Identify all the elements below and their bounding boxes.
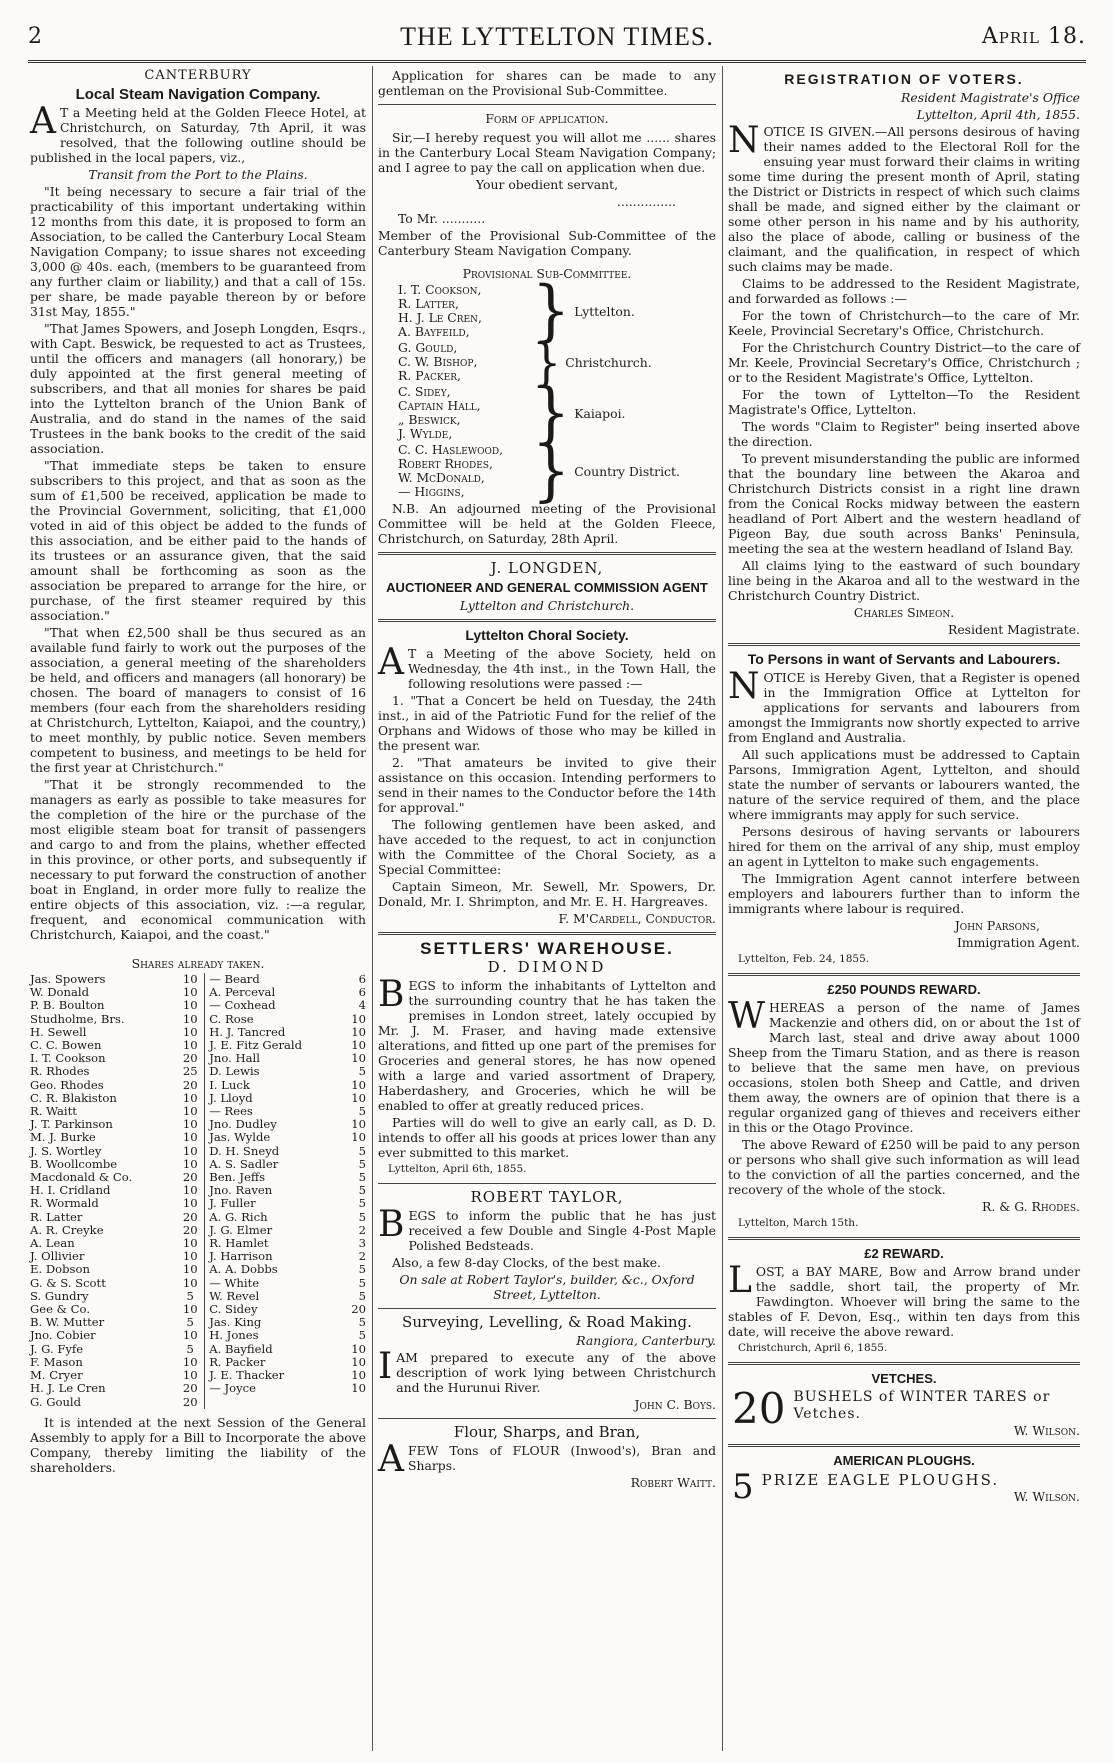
ad-date: Lyttelton, March 15th. bbox=[738, 1217, 859, 1229]
column-2 bbox=[378, 68, 716, 1492]
table-row bbox=[30, 1079, 366, 1092]
shareholder-name: H. J. Le Cren bbox=[30, 1381, 106, 1396]
separator bbox=[378, 104, 716, 105]
share-count: 10 bbox=[182, 1249, 198, 1264]
drop-cap: A bbox=[378, 1439, 404, 1480]
committee-member: — Higgins, bbox=[398, 484, 465, 499]
shareholder-name: Studholme, Brs. bbox=[30, 1011, 125, 1026]
share-count: 10 bbox=[182, 1156, 198, 1171]
share-count: 5 bbox=[358, 1275, 366, 1290]
share-count: 10 bbox=[182, 1143, 198, 1158]
table-row bbox=[30, 1329, 366, 1342]
shareholder-name: Jno. Hall bbox=[205, 1052, 344, 1065]
signature: John Parsons, bbox=[954, 918, 1040, 933]
share-count: 10 bbox=[182, 1038, 198, 1053]
share-count: 5 bbox=[358, 1183, 366, 1198]
shareholder-name: — Beard bbox=[205, 973, 344, 986]
signature: John C. Boys. bbox=[634, 1397, 716, 1412]
separator bbox=[378, 1183, 716, 1184]
signature: Immigration Agent. bbox=[956, 935, 1080, 950]
shareholder-name: C. R. Blakiston bbox=[30, 1090, 117, 1105]
paragraph: 1. "That a Concert be held on Tuesday, the 24th inst., in aid of the Patriotic Fund for the relief of the Orphans and Widows of those who may be killed in the present war. bbox=[378, 693, 716, 753]
ad-subtitle: AUCTIONEER AND GENERAL COMMISSION AGENT bbox=[386, 580, 708, 595]
ad-place: Lyttelton and Christchurch. bbox=[459, 598, 635, 613]
paragraph: "That it be strongly recommended to the managers as early as possible to take measures for the completion of the hire or the purchase of the most eligible steam boat for transit of passengers and cargo to and from the plains, whether effected in this province, or other ports, and subsequently if necessary to put forward the construction of another boat in England, in order more fully to realize the entire objects of this association, viz. :—a regular, frequent, and economical communication with Christchurch, Kaiapoi, and the coast." bbox=[30, 777, 366, 942]
share-count: 10 bbox=[182, 985, 198, 1000]
shareholder-name: J. S. Wortley bbox=[30, 1143, 102, 1158]
article-overtitle: CANTERBURY bbox=[144, 68, 252, 83]
separator bbox=[728, 1362, 1080, 1365]
signature: R. & G. Rhodes. bbox=[982, 1199, 1080, 1214]
committee-place: Country District. bbox=[574, 463, 680, 479]
paragraph: "That when £2,500 shall be thus secured as an available fund fairly to work out the purposes of the association, a general meeting of the shareholders be held, and officers and managers (all honorary) be chosen. The board of managers to consist of 16 members (four each from the shareholders residing at Christchurch, Lyttelton, Kaiapoi, and the country,) to meet monthly, by public notice. Seven members competent to business, and meetings to be held for the first year at Christchurch." bbox=[30, 625, 366, 775]
ad-subtitle: D. DIMOND bbox=[487, 958, 607, 976]
page-number: 2 bbox=[28, 24, 42, 49]
share-count: 20 bbox=[182, 1051, 198, 1066]
ad-place: Rangiora, Canterbury. bbox=[576, 1333, 716, 1348]
shareholder-name: A. Bayfield bbox=[205, 1343, 344, 1356]
ad-date: Lyttelton, Feb. 24, 1855. bbox=[738, 953, 870, 965]
shareholder-name: G. Gould bbox=[30, 1394, 82, 1409]
ad-number: 5 bbox=[732, 1471, 754, 1504]
paragraph: On sale at Robert Taylor's, builder, &c., Oxford Street, Lyttelton. bbox=[399, 1272, 695, 1302]
drop-cap: N bbox=[728, 666, 760, 707]
table-row bbox=[30, 1211, 366, 1224]
shareholder-name: C. Rose bbox=[205, 1013, 344, 1026]
brace: } bbox=[532, 272, 571, 350]
shareholder-name: A. S. Sadler bbox=[205, 1158, 344, 1171]
share-count: 25 bbox=[182, 1064, 198, 1079]
shareholder-name: Jas. Wylde bbox=[205, 1131, 344, 1144]
paragraph: WHEREAS a person of the name of James Mackenzie and others did, on or about the 1st of March last, steal and drive away about 1000 Sheep from the Timaru Station, and as there is reason to believe that the same men have, on previous occasions, stolen both Sheep and Cattle, and driven them away, the owners are of opinion that there is a regular organized gang of thieves and receivers either in this or the Otago Province. bbox=[728, 996, 1080, 1135]
drop-cap: W bbox=[728, 996, 766, 1037]
separator bbox=[378, 619, 716, 622]
separator bbox=[378, 1308, 716, 1309]
shareholder-name: P. B. Boulton bbox=[30, 998, 105, 1013]
share-count: 10 bbox=[351, 1354, 366, 1369]
shareholder-name: — Joyce bbox=[205, 1382, 344, 1395]
drop-cap: N bbox=[728, 120, 760, 161]
share-count: 10 bbox=[182, 1302, 198, 1317]
paragraph: Persons desirous of having servants or labourers hired for them on the arrival of any ship, must employ an agent in Lyttelton to make such engagements. bbox=[728, 824, 1080, 869]
share-count: 20 bbox=[182, 1170, 198, 1185]
share-count: 5 bbox=[186, 1288, 194, 1303]
shareholder-name: J. G. Elmer bbox=[205, 1224, 344, 1237]
shareholder-name: B. Woollcombe bbox=[30, 1156, 118, 1171]
paragraph: Parties will do well to give an early call, as D. D. intends to offer all his goods at prices lower than any ever submitted to this market. bbox=[378, 1115, 716, 1160]
shareholder-name: H. Jones bbox=[205, 1329, 344, 1342]
separator bbox=[378, 552, 716, 555]
ad-text: BUSHELS of WINTER TARES or Vetches. bbox=[793, 1389, 1051, 1422]
table-row bbox=[30, 1396, 366, 1409]
ad-title: VETCHES. bbox=[871, 1371, 937, 1386]
shareholder-name: J. T. Parkinson bbox=[30, 1117, 113, 1132]
share-count: 10 bbox=[351, 1130, 366, 1145]
share-count: 10 bbox=[182, 998, 198, 1013]
shareholder-name: A. R. Creyke bbox=[30, 1222, 104, 1237]
table-row bbox=[30, 1065, 366, 1078]
share-count: 20 bbox=[182, 1222, 198, 1237]
shareholder-name: R. Wormald bbox=[30, 1196, 99, 1211]
shareholder-name: Macdonald & Co. bbox=[30, 1170, 133, 1185]
ad-title: Lyttelton Choral Society. bbox=[465, 627, 629, 643]
committee-member: H. J. Le Cren, bbox=[398, 310, 482, 325]
form-to: To Mr. ........... bbox=[398, 211, 486, 226]
subheading: Transit from the Port to the Plains. bbox=[88, 167, 308, 182]
table-row bbox=[30, 1197, 366, 1210]
shareholder-name: Jno. Raven bbox=[205, 1184, 344, 1197]
ad-title: J. LONGDEN, bbox=[490, 559, 604, 577]
issue-date: April 18. bbox=[981, 24, 1086, 49]
committee-names bbox=[398, 443, 528, 499]
shareholder-name: Jas. King bbox=[205, 1316, 344, 1329]
share-count: 10 bbox=[351, 1011, 366, 1026]
paragraph: Captain Simeon, Mr. Sewell, Mr. Spowers, Dr. Donald, Mr. I. Shrimpton, and Mr. E. H. Hargreaves. bbox=[378, 879, 716, 909]
shareholder-name: J. E. Thacker bbox=[205, 1369, 344, 1382]
committee-title: Provisional Sub-Committee. bbox=[462, 266, 632, 281]
drop-cap: B bbox=[378, 974, 405, 1015]
share-count: 20 bbox=[182, 1077, 198, 1092]
brace: } bbox=[532, 332, 562, 392]
masthead-rule bbox=[28, 60, 1086, 63]
share-count: 10 bbox=[182, 1275, 198, 1290]
separator bbox=[378, 932, 716, 935]
share-count: 5 bbox=[186, 1315, 194, 1330]
paragraph: NOTICE IS GIVEN.—All persons desirous of having their names added to the Electoral Roll for the ensuing year must forward their claims in writing some time during the present month of April, stating the District or Districts in respect of which such claims shall be made, and signed either by the claimant or some other person in his name and by his authority, also the place of abode, calling or business of the claimant, and the qualification, in respect of which such claims may be made. bbox=[728, 120, 1080, 274]
shareholder-name: Geo. Rhodes bbox=[30, 1077, 104, 1092]
share-count: 5 bbox=[358, 1209, 366, 1224]
shareholder-name: B. W. Mutter bbox=[30, 1315, 105, 1330]
shareholder-name: Gee & Co. bbox=[30, 1302, 91, 1317]
share-count: 10 bbox=[351, 1024, 366, 1039]
share-count: 5 bbox=[358, 1262, 366, 1277]
share-count: 10 bbox=[182, 1262, 198, 1277]
paragraph: The Immigration Agent cannot interfere between employers and labourers further than to inform the immigrants where labour is required. bbox=[728, 871, 1080, 916]
share-count: 10 bbox=[182, 1196, 198, 1211]
share-count: 5 bbox=[358, 1156, 366, 1171]
paragraph: A T a Meeting held at the Golden Fleece Hotel, at Christchurch, on Saturday, 7th April, it was resolved, that the following outline should be published in the local papers, viz., bbox=[30, 101, 366, 165]
paragraph: Member of the Provisional Sub-Committee of the Canterbury Steam Navigation Company. bbox=[378, 228, 716, 258]
committee-place: Lyttelton. bbox=[574, 303, 635, 319]
column-1 bbox=[30, 68, 366, 1477]
shareholder-name: J. Ollivier bbox=[30, 1249, 85, 1264]
ad-date: Christchurch, April 6, 1855. bbox=[738, 1342, 888, 1354]
ad-title: REGISTRATION OF VOTERS. bbox=[784, 71, 1024, 87]
share-count: 10 bbox=[351, 1341, 366, 1356]
share-count: 10 bbox=[182, 1368, 198, 1383]
committee-names bbox=[398, 385, 528, 441]
share-count: 3 bbox=[358, 1236, 366, 1251]
committee-place: Kaiapoi. bbox=[574, 405, 626, 421]
shareholder-name: R. Packer bbox=[205, 1356, 344, 1369]
separator bbox=[728, 643, 1080, 646]
paragraph: NOTICE is Hereby Given, that a Register is opened in the Immigration Office at Lyttelton for applications for servants and labourers from amongst the Immigrants now shortly expected to arrive from England and Australia. bbox=[728, 666, 1080, 745]
paragraph: "That immediate steps be taken to ensure subscribers to this project, and that as soon as the sum of £1,500 be received, application be made to the Provincial Government, soliciting, that £1,000 voted in aid of this object be added to the funds of this association, and be either paid to the hands of its trustees or an assurance given, that the said amount shall be forthcoming as soon as the association be prepared to arrange for the hire, or purchase, of the first steamer required by this association." bbox=[30, 458, 366, 623]
table-row bbox=[30, 1092, 366, 1105]
ad-title: Flour, Sharps, and Bran, bbox=[453, 1423, 641, 1441]
paragraph: The words "Claim to Register" being inserted above the direction. bbox=[728, 419, 1080, 449]
paragraph: IAM prepared to execute any of the above description of work lying between Christchurch and the Hurunui River. bbox=[378, 1346, 716, 1395]
paragraph: 2. "That amateurs be invited to give their assistance on this occasion. Intending performers to send in their names to the Conductor before the 14th for approval." bbox=[378, 755, 716, 815]
paragraph: To prevent misunderstanding the public are informed that the boundary line between the Akaroa and Christchurch Districts consist in a right line drawn from the Conical Rocks midway between the eastern headland of Port Albert and the western headland of Pigeon Bay, due south across Banks' Peninsula, meeting the sea at the western headland of Island Bay. bbox=[728, 451, 1080, 556]
shareholder-name: Jno. Dudley bbox=[205, 1118, 344, 1131]
signature: W. Wilson. bbox=[1013, 1423, 1080, 1438]
drop-cap: A bbox=[30, 101, 56, 142]
separator bbox=[728, 973, 1080, 976]
ad-date: Lyttelton, April 4th, 1855. bbox=[916, 107, 1080, 122]
share-count: 4 bbox=[358, 998, 366, 1013]
share-count: 2 bbox=[358, 1249, 366, 1264]
shareholder-name: J. G. Fyfe bbox=[30, 1341, 84, 1356]
ad-title: Surveying, Levelling, & Road Making. bbox=[402, 1313, 692, 1331]
shareholder-name: R. Rhodes bbox=[30, 1064, 90, 1079]
committee-names bbox=[398, 283, 528, 339]
share-count: 5 bbox=[358, 1315, 366, 1330]
committee-member: Captain Hall, bbox=[398, 398, 481, 413]
share-count: 5 bbox=[358, 1064, 366, 1079]
brace: } bbox=[532, 432, 571, 510]
drop-cap: L bbox=[728, 1260, 752, 1301]
share-count: 20 bbox=[182, 1209, 198, 1224]
shareholder-name: G. & S. Scott bbox=[30, 1275, 106, 1290]
shareholder-name: A. Perceval bbox=[205, 986, 344, 999]
ad-number: 20 bbox=[732, 1389, 786, 1433]
shareholder-name: W. Donald bbox=[30, 985, 90, 1000]
committee-member: G. Gould, bbox=[398, 340, 458, 355]
shareholder-name: E. Dobson bbox=[30, 1262, 90, 1277]
committee-member: C. C. Haslewood, bbox=[398, 442, 504, 457]
share-count: 5 bbox=[358, 1288, 366, 1303]
share-count: 10 bbox=[351, 1038, 366, 1053]
paragraph: All such applications must be addressed to Captain Parsons, Immigration Agent, Lyttelton, and should state the number of servants or labourers wanted, the nature of the service required of them, and the place where immigrants may apply for such service. bbox=[728, 747, 1080, 822]
paragraph: For the town of Christchurch—to the care of Mr. Keele, Provincial Secretary's Office, Christchurch. bbox=[728, 308, 1080, 338]
shareholder-name: I. Luck bbox=[205, 1079, 344, 1092]
share-count: 10 bbox=[182, 1236, 198, 1251]
shareholder-name: — Rees bbox=[205, 1105, 344, 1118]
masthead bbox=[28, 18, 1086, 60]
share-count: 5 bbox=[358, 1170, 366, 1185]
share-count: 5 bbox=[186, 1341, 194, 1356]
shareholder-name: Ben. Jeffs bbox=[205, 1171, 344, 1184]
paragraph: Sir,—I hereby request you will allot me ...... shares in the Canterbury Local Steam Navigation Company; and I agree to pay the call on application when due. bbox=[378, 130, 716, 175]
committee-member: „ Beswick, bbox=[398, 412, 461, 427]
table-row bbox=[30, 1382, 366, 1395]
paragraph: "That James Spowers, and Joseph Longden, Esqrs., with Capt. Beswick, be requested to act as Trustees, until the officers and managers (all honorary,) be duly appointed at the first general meeting of subscribers, and that all monies for shares be paid into the Lyttelton branch of the Union Bank of Australia, and do stand in the names of the said Trustees in the bank books to the credit of the said association. bbox=[30, 321, 366, 456]
ad-date: Lyttelton, April 6th, 1855. bbox=[388, 1163, 527, 1175]
form-sign: Your obedient servant, bbox=[475, 177, 619, 192]
paragraph: For the Christchurch Country District—to the care of Mr. Keele, Provincial Secretary's Office, Christchurch ; or to the Resident Magistrate's Office, Lyttelton. bbox=[728, 340, 1080, 385]
drop-cap: B bbox=[378, 1204, 405, 1245]
committee-member: C. W. Bishop, bbox=[398, 354, 478, 369]
shareholder-name: H. J. Tancred bbox=[205, 1026, 344, 1039]
paragraph: The above Reward of £250 will be paid to any person or persons who shall give such information as will lead to the conviction of all the parties concerned, and the recovery of the whole of the stock. bbox=[728, 1137, 1080, 1197]
shareholder-name: A. G. Rich bbox=[205, 1211, 344, 1224]
shareholder-name: Jas. Spowers bbox=[30, 972, 106, 986]
column-3 bbox=[728, 68, 1080, 1504]
share-count: 10 bbox=[182, 1090, 198, 1105]
committee-member: R. Packer, bbox=[398, 368, 461, 383]
share-count: 20 bbox=[351, 1302, 366, 1317]
paragraph: LOST, a BAY MARE, Bow and Arrow brand under the saddle, short tail, the property of Mr. Fawdington. Whoever will bring the same to the stables of F. Devon, Esq., within ten days from this date, will receive the above reward. bbox=[728, 1260, 1080, 1339]
form-title: Form of application. bbox=[485, 111, 609, 126]
shareholder-name: A. A. Dobbs bbox=[205, 1263, 344, 1276]
shareholder-name: S. Gundry bbox=[30, 1288, 89, 1303]
shareholder-name: — Coxhead bbox=[205, 999, 344, 1012]
committee-place: Christchurch. bbox=[565, 354, 652, 370]
shareholder-name: R. Hamlet bbox=[205, 1237, 344, 1250]
committee-member: I. T. Cookson, bbox=[398, 282, 482, 297]
paragraph: AFEW Tons of FLOUR (Inwood's), Bran and Sharps. bbox=[378, 1439, 716, 1480]
newspaper-title: THE LYTTELTON TIMES. bbox=[400, 22, 714, 51]
shareholder-name: M. J. Burke bbox=[30, 1130, 96, 1145]
share-count: 10 bbox=[351, 1381, 366, 1396]
share-count: 10 bbox=[351, 1368, 366, 1383]
separator bbox=[378, 1418, 716, 1419]
share-count: 10 bbox=[182, 1354, 198, 1369]
share-count: 10 bbox=[182, 1024, 198, 1039]
share-count: 10 bbox=[182, 1183, 198, 1198]
shareholder-name bbox=[205, 1396, 344, 1409]
shares-title: Shares already taken. bbox=[131, 956, 265, 971]
ad-title: SETTLERS' WAREHOUSE. bbox=[420, 939, 674, 958]
paragraph: Application for shares can be made to any gentleman on the Provisional Sub-Committee. bbox=[378, 68, 716, 98]
column-divider bbox=[722, 66, 723, 1751]
ad-title: AMERICAN PLOUGHS. bbox=[833, 1453, 975, 1468]
paragraph: A T a Meeting of the above Society, held on Wednesday, the 4th inst., in the Town Hall, the following resolutions were passed :— bbox=[378, 642, 716, 691]
committee-member: W. McDonald, bbox=[398, 470, 485, 485]
paragraph: N.B. An adjourned meeting of the Provisional Committee will be held at the Golden Fleece, Christchurch, on Saturday, 28th April. bbox=[378, 501, 716, 546]
paragraph: BEGS to inform the inhabitants of Lyttelton and the surrounding country that he has taken the premises in London street, lately occupied by Mr. J. M. Fraser, and having made extensive alterations, and fitted up one part of the premises for Groceries and general stores, he has now opened with a large and varied assortment of Drapery, Haberdashery, and Groceries, which he will be enabled to offer at greatly reduced prices. bbox=[378, 974, 716, 1113]
committee-member: A. Bayfeild, bbox=[398, 324, 470, 339]
shareholder-name: A. Lean bbox=[30, 1236, 75, 1251]
table-row bbox=[30, 1277, 366, 1290]
shareholder-name: D. H. Sneyd bbox=[205, 1145, 344, 1158]
shareholder-name: C. C. Bowen bbox=[30, 1038, 102, 1053]
table-row bbox=[30, 999, 366, 1012]
shareholder-name: J. Lloyd bbox=[205, 1092, 344, 1105]
shareholder-name: M. Cryer bbox=[30, 1368, 83, 1383]
separator bbox=[728, 1237, 1080, 1240]
shareholder-name: Jno. Cobier bbox=[30, 1328, 96, 1343]
share-count: 6 bbox=[358, 985, 366, 1000]
committee-member: Robert Rhodes, bbox=[398, 456, 493, 471]
shareholder-name: C. Sidey bbox=[205, 1303, 344, 1316]
article-title: Local Steam Navigation Company. bbox=[75, 86, 321, 103]
ad-place: Resident Magistrate's Office bbox=[901, 90, 1080, 105]
share-count: 5 bbox=[358, 1196, 366, 1211]
share-count: 10 bbox=[351, 1090, 366, 1105]
shareholder-name: J. Harrison bbox=[205, 1250, 344, 1263]
share-count: 20 bbox=[182, 1381, 198, 1396]
share-count: 2 bbox=[358, 1222, 366, 1237]
ad-title: To Persons in want of Servants and Labourers. bbox=[747, 651, 1061, 667]
paragraph: For the town of Lyttelton—To the Resident Magistrate's Office, Lyttelton. bbox=[728, 387, 1080, 417]
shareholder-name: J. E. Fitz Gerald bbox=[205, 1039, 344, 1052]
table-row bbox=[30, 1224, 366, 1237]
committee-member: R. Latter, bbox=[398, 296, 459, 311]
shareholder-name: W. Revel bbox=[205, 1290, 344, 1303]
signature: F. M'Cardell, Conductor. bbox=[558, 911, 716, 926]
table-row bbox=[30, 1343, 366, 1356]
shareholder-name: D. Lewis bbox=[205, 1065, 344, 1078]
table-row bbox=[30, 1145, 366, 1158]
share-count: 10 bbox=[182, 1117, 198, 1132]
paragraph: "It being necessary to secure a fair trial of the practicability of this important undertaking within 12 months from this date, it is proposed to form an Association, to be called the Canterbury Local Steam Navigation Company; to issue shares not exceeding 3,000 @ 40s. each, (members to be guaranteed from any further claim or liability,) and that a call of 15s. per share, be made payable thereon by or before 31st May, 1855." bbox=[30, 184, 366, 319]
share-count: 5 bbox=[358, 1104, 366, 1119]
share-count bbox=[344, 1396, 366, 1409]
shareholder-name: H. I. Cridland bbox=[30, 1183, 111, 1198]
share-count: 10 bbox=[351, 1077, 366, 1092]
signature: Robert Waitt. bbox=[630, 1475, 716, 1490]
drop-cap: I bbox=[378, 1346, 393, 1387]
shareholder-name: H. Sewell bbox=[30, 1024, 87, 1039]
shareholder-name: I. T. Cookson bbox=[30, 1051, 106, 1066]
ad-title: ROBERT TAYLOR, bbox=[470, 1188, 624, 1206]
share-count: 10 bbox=[182, 1130, 198, 1145]
signature: W. Wilson. bbox=[1013, 1489, 1080, 1504]
share-count: 10 bbox=[351, 1117, 366, 1132]
share-count: 10 bbox=[182, 1328, 198, 1343]
paragraph: The following gentlemen have been asked, and have acceded to the request, to act in conjunction with the Committee of the Choral Society, as a Special Committee: bbox=[378, 817, 716, 877]
separator bbox=[728, 1444, 1080, 1447]
paragraph: Also, a few 8-day Clocks, of the best make. bbox=[392, 1255, 661, 1270]
table-row bbox=[30, 1263, 366, 1276]
committee-names bbox=[398, 341, 528, 383]
share-count: 5 bbox=[358, 1143, 366, 1158]
paragraph: It is intended at the next Session of the General Assembly to apply for a Bill to Incorporate the above Company, thereby limiting the liability of the shareholders. bbox=[30, 1414, 366, 1475]
signature: Resident Magistrate. bbox=[947, 622, 1080, 637]
paragraph: All claims lying to the eastward of such boundary line being in the Akaroa and all to the westward in the Christchurch Country District. bbox=[728, 558, 1080, 603]
shareholder-name: R. Waitt bbox=[30, 1104, 77, 1119]
ad-body bbox=[728, 1471, 1080, 1504]
shares-table bbox=[30, 973, 366, 1409]
paragraph: Claims to be addressed to the Resident Magistrate, and forwarded as follows :— bbox=[728, 276, 1080, 306]
share-count: 6 bbox=[358, 972, 366, 986]
shareholder-name: F. Mason bbox=[30, 1354, 83, 1369]
committee-member: C. Sidey, bbox=[398, 384, 451, 399]
form-dots: ............... bbox=[616, 194, 676, 209]
shareholder-name: R. Latter bbox=[30, 1209, 83, 1224]
share-count: 10 bbox=[182, 1104, 198, 1119]
committee-member: J. Wylde, bbox=[398, 426, 453, 441]
signature: Charles Simeon. bbox=[853, 605, 955, 620]
share-count: 5 bbox=[358, 1328, 366, 1343]
share-count: 20 bbox=[182, 1394, 198, 1409]
drop-cap: A bbox=[378, 642, 404, 683]
ad-body bbox=[728, 1389, 1080, 1438]
table-row bbox=[30, 1131, 366, 1144]
shareholder-name: J. Fuller bbox=[205, 1197, 344, 1210]
column-divider bbox=[372, 66, 373, 1751]
shareholder-name: — White bbox=[205, 1277, 344, 1290]
share-count: 10 bbox=[351, 1051, 366, 1066]
paragraph: BEGS to inform the public that he has just received a few Double and Single 4-Post Maple Polished Bedsteads. bbox=[378, 1204, 716, 1253]
share-count: 10 bbox=[182, 1011, 198, 1026]
share-count: 10 bbox=[182, 972, 198, 986]
ad-title: £250 POUNDS REWARD. bbox=[827, 982, 981, 997]
table-row bbox=[30, 1013, 366, 1026]
ad-title: £2 REWARD. bbox=[864, 1246, 944, 1261]
ad-text: PRIZE EAGLE PLOUGHS. bbox=[761, 1471, 1000, 1489]
brace: } bbox=[532, 374, 571, 452]
